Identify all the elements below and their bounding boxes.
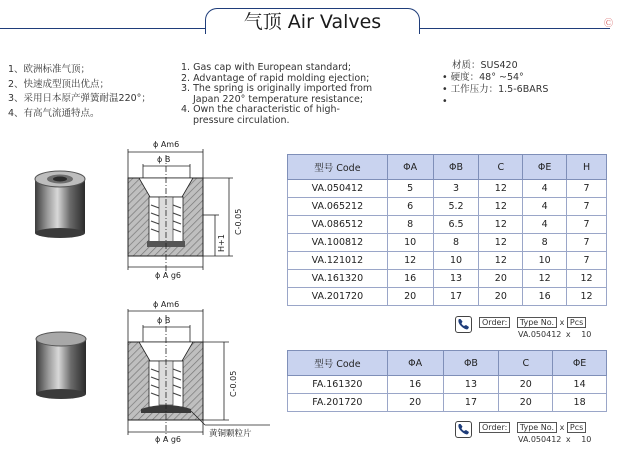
col-phi-e: ΦE — [523, 155, 567, 180]
order-pcs-label: Pcs — [567, 422, 586, 433]
order-x2: x — [565, 330, 571, 339]
table-header-row — [288, 351, 607, 376]
table-cell: VA.065212 — [288, 198, 388, 216]
order-code: VA.050412 — [518, 435, 562, 444]
order-type-label: Type No. — [517, 317, 557, 328]
col-c: C — [479, 155, 523, 180]
table-row — [288, 376, 607, 394]
table-cell: 17 — [433, 288, 479, 306]
pressure-text: • 工作压力：1.5-6BARS — [442, 84, 549, 95]
order-pcs-label: Pcs — [567, 317, 586, 328]
table-cell: 8 — [387, 216, 433, 234]
order-label: Order: — [479, 422, 510, 433]
feature-en-2: 2. Advantage of rapid molding ejection; — [181, 72, 370, 84]
phone-icon — [455, 421, 472, 438]
table-cell: 12 — [479, 252, 523, 270]
col-phi-b: ΦB — [443, 351, 499, 376]
table-cell: VA.050412 — [288, 180, 388, 198]
table-cell: 4 — [523, 180, 567, 198]
feature-cn-2: 2、快速成型顶出优点； — [8, 78, 110, 90]
order-example-1 — [455, 316, 610, 344]
table-cell: 7 — [567, 252, 607, 270]
dim-b: ϕ B — [157, 155, 171, 164]
table-cell: VA.121012 — [288, 252, 388, 270]
order-x: x — [559, 423, 565, 432]
table-cell: FA.201720 — [288, 394, 388, 412]
dim-c-2: C-0.05 — [229, 370, 238, 397]
table-cell: 17 — [443, 394, 499, 412]
table-cell: 20 — [499, 394, 553, 412]
table-cell: 20 — [387, 288, 433, 306]
col-phi-b: ΦB — [433, 155, 479, 180]
order-code: VA.050412 — [518, 330, 562, 339]
spec-table-fa — [287, 350, 607, 412]
table-cell: 10 — [433, 252, 479, 270]
col-h: H — [567, 155, 607, 180]
col-c: C — [499, 351, 553, 376]
col-code: 型号 Code — [288, 351, 388, 376]
col-phi-a: ΦA — [387, 351, 443, 376]
order-x2: x — [565, 435, 571, 444]
order-qty: 10 — [581, 330, 592, 339]
table-cell: 16 — [387, 270, 433, 288]
table-cell: 7 — [567, 180, 607, 198]
air-valve-photo-2 — [28, 330, 98, 402]
table-cell: 5 — [387, 180, 433, 198]
feature-en-4b: pressure circulation. — [193, 114, 290, 126]
phone-icon — [455, 316, 472, 333]
material-spec — [442, 60, 548, 108]
table-cell: 4 — [523, 198, 567, 216]
table-cell: 12 — [523, 270, 567, 288]
feature-cn-3: 3、采用日本原产弹簧耐温220°； — [8, 93, 151, 104]
table-cell: 7 — [567, 198, 607, 216]
table-row — [288, 270, 607, 288]
table-row — [288, 288, 607, 306]
cross-section-diagram-2 — [105, 297, 280, 445]
table-cell: 12 — [387, 252, 433, 270]
table-row — [288, 252, 607, 270]
table-cell: 10 — [523, 252, 567, 270]
spec-table-va — [287, 154, 607, 306]
table-cell: 3 — [433, 180, 479, 198]
table-row — [288, 394, 607, 412]
cross-section-diagram-1 — [105, 135, 255, 280]
order-qty: 10 — [581, 435, 592, 444]
table-cell: 12 — [479, 216, 523, 234]
table-cell: 20 — [479, 270, 523, 288]
table-cell: VA.086512 — [288, 216, 388, 234]
table-row — [288, 198, 607, 216]
table-cell: 13 — [433, 270, 479, 288]
table-cell: 12 — [567, 270, 607, 288]
table-cell: 12 — [567, 288, 607, 306]
table-cell: 7 — [567, 234, 607, 252]
order-label: Order: — [479, 317, 510, 328]
order-type-label: Type No. — [517, 422, 557, 433]
empty-bullet: • — [442, 96, 448, 107]
table-cell: 8 — [523, 234, 567, 252]
page-title: 气顶 Air Valves — [205, 8, 420, 34]
dim-a-top: ϕ Am6 — [153, 140, 180, 149]
table-cell: 14 — [553, 376, 607, 394]
table-cell: 16 — [387, 376, 443, 394]
dim-b-2: ϕ B — [157, 316, 171, 325]
table-cell: VA.100812 — [288, 234, 388, 252]
table-cell: FA.161320 — [288, 376, 388, 394]
table-cell: 20 — [499, 376, 553, 394]
header-rule-left — [0, 28, 205, 29]
table-cell: 20 — [479, 288, 523, 306]
table-row — [288, 216, 607, 234]
table-cell: 18 — [553, 394, 607, 412]
corner-mark: Ⓒ — [603, 19, 613, 29]
table-cell: 20 — [387, 394, 443, 412]
col-phi-a: ΦA — [387, 155, 433, 180]
brass-insert-label: 黄铜颗粒片 — [209, 429, 252, 439]
dim-a-bottom-2: ϕ A g6 — [155, 435, 182, 444]
table-cell: 7 — [567, 216, 607, 234]
dim-a-top-2: ϕ Am6 — [153, 300, 180, 309]
table-cell: 8 — [433, 234, 479, 252]
order-x: x — [559, 318, 565, 327]
table-cell: 16 — [523, 288, 567, 306]
dim-a-bottom: ϕ A g6 — [155, 271, 182, 280]
feature-en-3b: Japan 220° temperature resistance; — [193, 93, 364, 105]
table-cell: 13 — [443, 376, 499, 394]
table-cell: 10 — [387, 234, 433, 252]
table-cell: 4 — [523, 216, 567, 234]
table-cell: 6.5 — [433, 216, 479, 234]
feature-cn-1: 1、欧洲标准气顶； — [8, 64, 91, 75]
dim-h: H+1 — [217, 234, 226, 252]
features-en — [181, 63, 372, 127]
material-text: 材质：SUS420 — [452, 60, 518, 71]
table-cell: 12 — [479, 234, 523, 252]
table-row — [288, 234, 607, 252]
header-rule-right — [420, 28, 610, 29]
hardness-text: • 硬度：48° ~54° — [442, 72, 524, 83]
col-phi-e: ΦE — [553, 351, 607, 376]
order-example-2 — [455, 421, 610, 449]
feature-en-1: 1. Gas cap with European standard; — [181, 62, 352, 73]
table-cell: 6 — [387, 198, 433, 216]
table-cell: VA.201720 — [288, 288, 388, 306]
table-cell: VA.161320 — [288, 270, 388, 288]
table-row — [288, 180, 607, 198]
table-cell: 12 — [479, 180, 523, 198]
table-header-row — [288, 155, 607, 180]
feature-en-4: 4. Own the characteristic of high- — [181, 104, 340, 116]
feature-en-3: 3. The spring is originally imported from — [181, 83, 373, 95]
dim-c: C-0.05 — [234, 208, 243, 235]
table-cell: 5.2 — [433, 198, 479, 216]
table-cell: 12 — [479, 198, 523, 216]
features-cn — [8, 63, 151, 121]
col-code: 型号 Code — [288, 155, 388, 180]
air-valve-photo-1 — [25, 168, 95, 240]
feature-cn-4: 4、有高气流通特点。 — [8, 107, 100, 119]
